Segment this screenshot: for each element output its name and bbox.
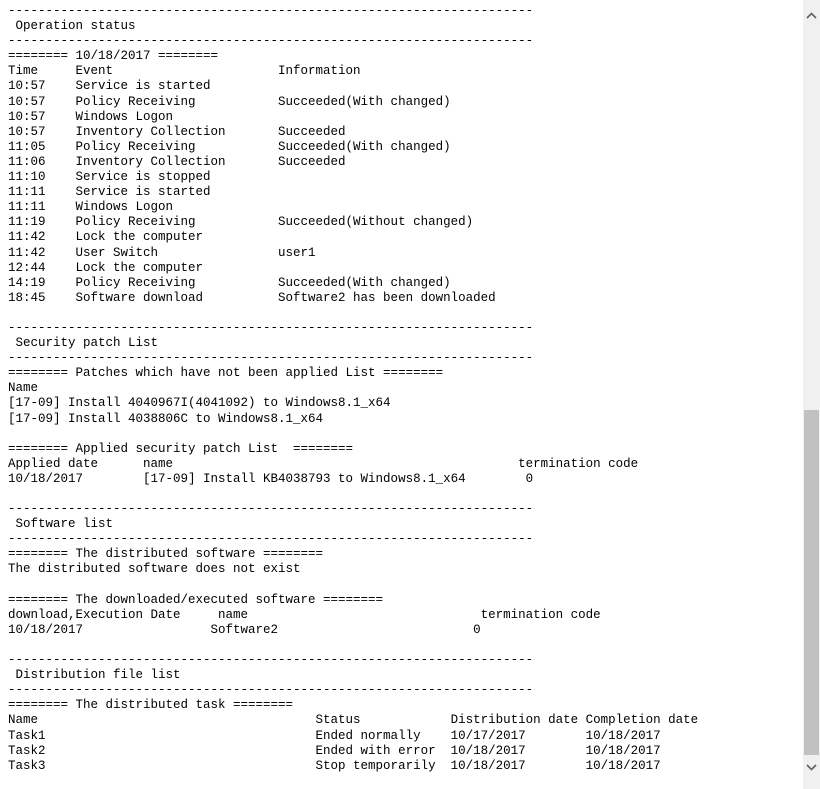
section-title-distribution-file-list: Distribution file list xyxy=(8,668,181,683)
blank-line xyxy=(0,487,803,502)
not-applied-column-header: Name xyxy=(8,381,39,396)
blank-line xyxy=(0,578,803,593)
operation-row: 11:42 User Switch user1 xyxy=(8,245,316,260)
section-rule: ---------------------------------------------------------------------- xyxy=(8,502,534,517)
operation-row: 10:57 Inventory Collection Succeeded xyxy=(8,124,346,139)
blank-line xyxy=(0,638,803,653)
applied-row: 10/18/2017 [17-09] Install KB4038793 to Windows8.1_x64 0 xyxy=(8,471,534,486)
section-title-security-patch-list: Security patch List xyxy=(8,336,159,351)
task-row: Task2 Ended with error 10/18/2017 10/18/2017 xyxy=(8,743,661,758)
operation-row: 12:44 Lock the computer xyxy=(8,260,204,275)
task-row: Task1 Ended normally 10/17/2017 10/18/2017 xyxy=(8,728,661,743)
operation-row: 11:05 Policy Receiving Succeeded(With changed) xyxy=(8,139,451,154)
not-applied-row: [17-09] Install 4040967I(4041092) to Windows8.1_x64 xyxy=(8,396,391,411)
operation-row: 11:11 Windows Logon xyxy=(8,200,174,215)
section-rule: ---------------------------------------------------------------------- xyxy=(8,683,534,698)
section-rule: ---------------------------------------------------------------------- xyxy=(8,320,534,335)
distributed-software-message: The distributed software does not exist xyxy=(8,562,301,577)
scrollbar-thumb[interactable] xyxy=(804,410,819,755)
task-column-headers: Name Status Distribution date Completion date xyxy=(8,713,699,728)
operation-row: 10:57 Service is started xyxy=(8,79,211,94)
blank-line xyxy=(0,427,803,442)
section-rule: ---------------------------------------------------------------------- xyxy=(8,34,534,49)
operation-row: 10:57 Policy Receiving Succeeded(With changed) xyxy=(8,94,451,109)
operation-row: 10:57 Windows Logon xyxy=(8,109,174,124)
chevron-down-icon xyxy=(806,764,817,771)
downloaded-software-header: ======== The downloaded/executed software ======== xyxy=(8,592,384,607)
scroll-down-button[interactable] xyxy=(803,759,820,776)
section-rule: ---------------------------------------------------------------------- xyxy=(8,351,534,366)
operation-row: 11:19 Policy Receiving Succeeded(Without changed) xyxy=(8,215,474,230)
operation-row: 14:19 Policy Receiving Succeeded(With changed) xyxy=(8,275,451,290)
blank-line xyxy=(0,306,803,321)
section-rule: ---------------------------------------------------------------------- xyxy=(8,4,534,18)
chevron-up-icon xyxy=(806,12,817,19)
vertical-scrollbar[interactable] xyxy=(803,0,820,789)
date-header: ======== 10/18/2017 ======== xyxy=(8,49,219,64)
section-rule: ---------------------------------------------------------------------- xyxy=(8,532,534,547)
task-row: Task3 Stop temporarily 10/18/2017 10/18/2017 xyxy=(8,758,661,773)
operation-row: 11:42 Lock the computer xyxy=(8,230,204,245)
distributed-software-header: ======== The distributed software ======== xyxy=(8,547,324,562)
operation-row: 11:11 Service is started xyxy=(8,185,211,200)
applied-column-headers: Applied date name termination code xyxy=(8,456,639,471)
applied-header: ======== Applied security patch List ======== xyxy=(8,441,354,456)
downloaded-column-headers: download,Execution Date name termination code xyxy=(8,607,601,622)
section-rule: ---------------------------------------------------------------------- xyxy=(8,653,534,668)
operation-row: 11:06 Inventory Collection Succeeded xyxy=(8,154,346,169)
not-applied-header: ======== Patches which have not been applied List ======== xyxy=(8,366,444,381)
section-title-operation-status: Operation status xyxy=(8,19,136,34)
distributed-task-header: ======== The distributed task ======== xyxy=(8,698,294,713)
operation-column-headers: Time Event Information xyxy=(8,64,361,79)
scroll-up-button[interactable] xyxy=(803,7,820,24)
not-applied-row: [17-09] Install 4038806C to Windows8.1_x64 xyxy=(8,411,324,426)
downloaded-row: 10/18/2017 Software2 0 xyxy=(8,622,481,637)
operation-row: 18:45 Software download Software2 has been downloaded xyxy=(8,290,496,305)
section-title-software-list: Software list xyxy=(8,517,114,532)
operation-row: 11:10 Service is stopped xyxy=(8,170,211,185)
